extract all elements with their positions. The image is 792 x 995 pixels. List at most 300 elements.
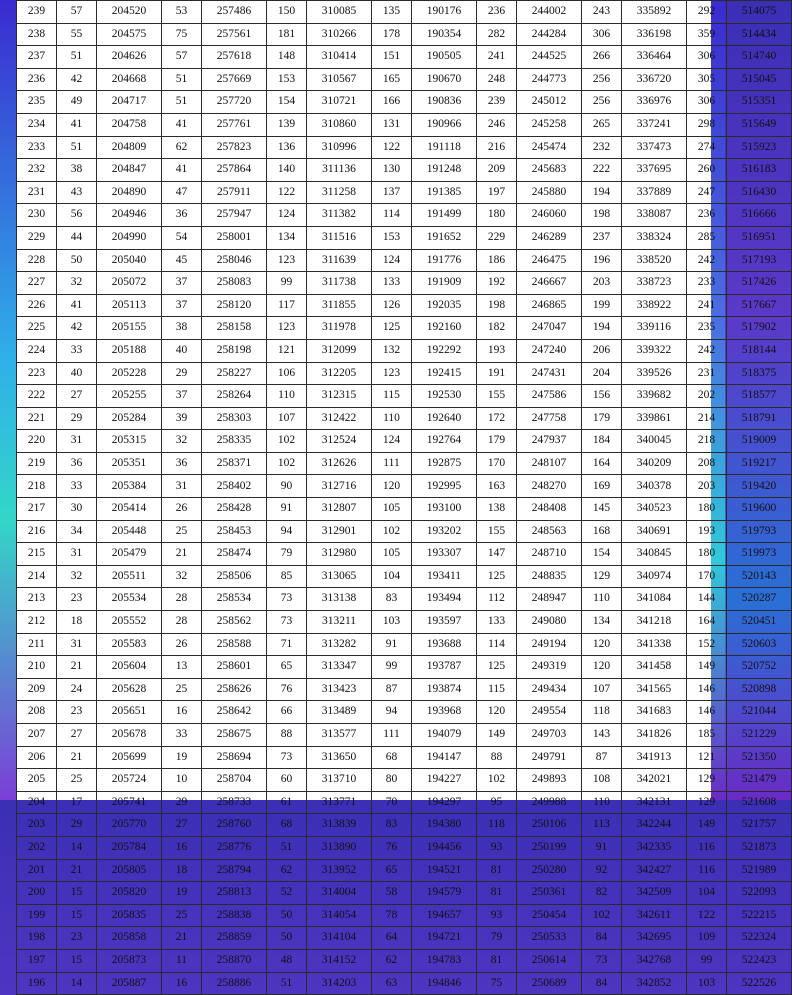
value-cell: 248408 (517, 498, 582, 521)
value-cell: 250454 (517, 904, 582, 927)
value-cell: 342611 (622, 904, 687, 927)
value-cell: 521350 (727, 746, 792, 769)
value-cell: 13 (162, 656, 202, 679)
value-cell: 14 (57, 836, 97, 859)
value-cell: 204946 (97, 204, 162, 227)
value-cell: 314054 (307, 904, 372, 927)
value-cell: 258534 (202, 588, 267, 611)
value-cell: 93 (477, 836, 517, 859)
value-cell: 312807 (307, 498, 372, 521)
value-cell: 521229 (727, 724, 792, 747)
value-cell: 258428 (202, 498, 267, 521)
value-cell: 342509 (622, 882, 687, 905)
value-cell: 250280 (517, 859, 582, 882)
value-cell: 204520 (97, 1, 162, 24)
value-cell: 339682 (622, 385, 687, 408)
value-cell: 193411 (412, 565, 477, 588)
value-cell: 151 (372, 46, 412, 69)
value-cell: 258760 (202, 814, 267, 837)
value-cell: 192160 (412, 317, 477, 340)
value-cell: 15 (57, 882, 97, 905)
value-cell: 85 (267, 565, 307, 588)
value-cell: 111 (372, 724, 412, 747)
value-cell: 57 (57, 1, 97, 24)
value-cell: 153 (372, 226, 412, 249)
value-cell: 340045 (622, 430, 687, 453)
table-row (17, 949, 792, 972)
value-cell: 205315 (97, 430, 162, 453)
value-cell: 248710 (517, 543, 582, 566)
value-cell: 37 (162, 272, 202, 295)
score-cell: 236 (17, 68, 57, 91)
value-cell: 205741 (97, 791, 162, 814)
value-cell: 76 (372, 836, 412, 859)
value-cell: 247586 (517, 385, 582, 408)
value-cell: 205284 (97, 407, 162, 430)
value-cell: 247240 (517, 339, 582, 362)
value-cell: 155 (477, 520, 517, 543)
value-cell: 76 (267, 678, 307, 701)
value-cell: 192415 (412, 362, 477, 385)
value-cell: 310721 (307, 91, 372, 114)
table-row (17, 656, 792, 679)
value-cell: 258838 (202, 904, 267, 927)
value-cell: 41 (57, 113, 97, 136)
value-cell: 205805 (97, 859, 162, 882)
score-table (16, 0, 792, 995)
score-cell: 230 (17, 204, 57, 227)
value-cell: 191909 (412, 272, 477, 295)
score-cell: 238 (17, 23, 57, 46)
value-cell: 521608 (727, 791, 792, 814)
value-cell: 152 (687, 633, 727, 656)
value-cell: 205228 (97, 362, 162, 385)
value-cell: 194227 (412, 769, 477, 792)
value-cell: 205040 (97, 249, 162, 272)
value-cell: 38 (162, 317, 202, 340)
table-row (17, 294, 792, 317)
score-cell: 224 (17, 339, 57, 362)
value-cell: 515045 (727, 68, 792, 91)
value-cell: 205770 (97, 814, 162, 837)
value-cell: 338324 (622, 226, 687, 249)
score-cell: 212 (17, 611, 57, 634)
value-cell: 124 (372, 430, 412, 453)
value-cell: 110 (582, 588, 622, 611)
value-cell: 129 (687, 791, 727, 814)
value-cell: 33 (57, 475, 97, 498)
value-cell: 122 (687, 904, 727, 927)
table-row (17, 633, 792, 656)
value-cell: 16 (162, 836, 202, 859)
value-cell: 246289 (517, 226, 582, 249)
table-row (17, 565, 792, 588)
value-cell: 191118 (412, 136, 477, 159)
value-cell: 336976 (622, 91, 687, 114)
value-cell: 258626 (202, 678, 267, 701)
value-cell: 341458 (622, 656, 687, 679)
value-cell: 192995 (412, 475, 477, 498)
value-cell: 129 (582, 565, 622, 588)
value-cell: 21 (162, 927, 202, 950)
value-cell: 193787 (412, 656, 477, 679)
value-cell: 205699 (97, 746, 162, 769)
value-cell: 190670 (412, 68, 477, 91)
value-cell: 146 (687, 678, 727, 701)
score-cell: 229 (17, 226, 57, 249)
table-row (17, 791, 792, 814)
value-cell: 339116 (622, 317, 687, 340)
value-cell: 202 (687, 385, 727, 408)
value-cell: 194783 (412, 949, 477, 972)
score-cell: 232 (17, 159, 57, 182)
table-row (17, 91, 792, 114)
value-cell: 521989 (727, 859, 792, 882)
value-cell: 163 (477, 475, 517, 498)
value-cell: 257761 (202, 113, 267, 136)
value-cell: 337695 (622, 159, 687, 182)
value-cell: 190176 (412, 1, 477, 24)
value-cell: 520143 (727, 565, 792, 588)
value-cell: 120 (582, 633, 622, 656)
value-cell: 190354 (412, 23, 477, 46)
value-cell: 185 (687, 724, 727, 747)
value-cell: 205583 (97, 633, 162, 656)
value-cell: 164 (582, 452, 622, 475)
value-cell: 205155 (97, 317, 162, 340)
value-cell: 131 (372, 113, 412, 136)
value-cell: 194147 (412, 746, 477, 769)
table-row (17, 678, 792, 701)
value-cell: 242 (687, 339, 727, 362)
value-cell: 81 (477, 882, 517, 905)
value-cell: 311516 (307, 226, 372, 249)
score-cell: 199 (17, 904, 57, 927)
value-cell: 236 (477, 1, 517, 24)
value-cell: 246865 (517, 294, 582, 317)
score-cell: 225 (17, 317, 57, 340)
value-cell: 190966 (412, 113, 477, 136)
table-row (17, 159, 792, 182)
value-cell: 517193 (727, 249, 792, 272)
value-cell: 205678 (97, 724, 162, 747)
table-row (17, 611, 792, 634)
value-cell: 341084 (622, 588, 687, 611)
value-cell: 338922 (622, 294, 687, 317)
value-cell: 82 (582, 882, 622, 905)
value-cell: 522215 (727, 904, 792, 927)
value-cell: 517426 (727, 272, 792, 295)
value-cell: 60 (267, 769, 307, 792)
value-cell: 154 (267, 91, 307, 114)
value-cell: 56 (57, 204, 97, 227)
value-cell: 204575 (97, 23, 162, 46)
value-cell: 63 (372, 972, 412, 995)
value-cell: 88 (477, 746, 517, 769)
value-cell: 102 (372, 520, 412, 543)
value-cell: 149 (687, 814, 727, 837)
value-cell: 336198 (622, 23, 687, 46)
value-cell: 143 (582, 724, 622, 747)
value-cell: 520287 (727, 588, 792, 611)
value-cell: 258562 (202, 611, 267, 634)
value-cell: 99 (372, 656, 412, 679)
value-cell: 519973 (727, 543, 792, 566)
value-cell: 190836 (412, 91, 477, 114)
value-cell: 99 (687, 949, 727, 972)
value-cell: 116 (687, 836, 727, 859)
table-row (17, 339, 792, 362)
value-cell: 205858 (97, 927, 162, 950)
value-cell: 53 (162, 1, 202, 24)
value-cell: 292 (687, 1, 727, 24)
value-cell: 341683 (622, 701, 687, 724)
value-cell: 522423 (727, 949, 792, 972)
value-cell: 21 (57, 859, 97, 882)
score-cell: 218 (17, 475, 57, 498)
value-cell: 256 (582, 91, 622, 114)
value-cell: 257561 (202, 23, 267, 46)
value-cell: 32 (162, 565, 202, 588)
value-cell: 250689 (517, 972, 582, 995)
score-cell: 210 (17, 656, 57, 679)
value-cell: 246 (477, 113, 517, 136)
table-row (17, 46, 792, 69)
value-cell: 116 (687, 859, 727, 882)
value-cell: 49 (57, 91, 97, 114)
value-cell: 518577 (727, 385, 792, 408)
value-cell: 258588 (202, 633, 267, 656)
value-cell: 522526 (727, 972, 792, 995)
value-cell: 178 (372, 23, 412, 46)
value-cell: 339322 (622, 339, 687, 362)
value-cell: 246475 (517, 249, 582, 272)
value-cell: 258694 (202, 746, 267, 769)
value-cell: 517667 (727, 294, 792, 317)
value-cell: 311258 (307, 181, 372, 204)
value-cell: 306 (687, 91, 727, 114)
value-cell: 87 (582, 746, 622, 769)
value-cell: 21 (57, 656, 97, 679)
value-cell: 83 (372, 588, 412, 611)
table-row (17, 769, 792, 792)
value-cell: 19 (162, 882, 202, 905)
table-row (17, 543, 792, 566)
score-cell: 198 (17, 927, 57, 950)
value-cell: 194380 (412, 814, 477, 837)
value-cell: 257823 (202, 136, 267, 159)
value-cell: 298 (687, 113, 727, 136)
value-cell: 205414 (97, 498, 162, 521)
value-cell: 258870 (202, 949, 267, 972)
value-cell: 184 (582, 430, 622, 453)
value-cell: 244284 (517, 23, 582, 46)
score-cell: 228 (17, 249, 57, 272)
value-cell: 39 (162, 407, 202, 430)
value-cell: 65 (267, 656, 307, 679)
value-cell: 180 (687, 498, 727, 521)
score-cell: 206 (17, 746, 57, 769)
value-cell: 274 (687, 136, 727, 159)
score-cell: 196 (17, 972, 57, 995)
table-row (17, 836, 792, 859)
value-cell: 25 (57, 769, 97, 792)
value-cell: 25 (162, 904, 202, 927)
value-cell: 36 (57, 452, 97, 475)
value-cell: 144 (687, 588, 727, 611)
value-cell: 191776 (412, 249, 477, 272)
value-cell: 110 (372, 407, 412, 430)
value-cell: 204990 (97, 226, 162, 249)
value-cell: 335892 (622, 1, 687, 24)
value-cell: 313211 (307, 611, 372, 634)
value-cell: 78 (372, 904, 412, 927)
score-cell: 205 (17, 769, 57, 792)
value-cell: 209 (477, 159, 517, 182)
value-cell: 249080 (517, 611, 582, 634)
table-row (17, 272, 792, 295)
value-cell: 205651 (97, 701, 162, 724)
value-cell: 199 (582, 294, 622, 317)
value-cell: 45 (162, 249, 202, 272)
value-cell: 73 (582, 949, 622, 972)
score-cell: 204 (17, 791, 57, 814)
value-cell: 311738 (307, 272, 372, 295)
value-cell: 204890 (97, 181, 162, 204)
value-cell: 205604 (97, 656, 162, 679)
value-cell: 192875 (412, 452, 477, 475)
value-cell: 57 (162, 46, 202, 69)
value-cell: 312315 (307, 385, 372, 408)
value-cell: 75 (162, 23, 202, 46)
value-cell: 205511 (97, 565, 162, 588)
value-cell: 247937 (517, 430, 582, 453)
score-cell: 200 (17, 882, 57, 905)
table-row (17, 23, 792, 46)
value-cell: 123 (267, 249, 307, 272)
value-cell: 338520 (622, 249, 687, 272)
value-cell: 205384 (97, 475, 162, 498)
table-row (17, 904, 792, 927)
value-cell: 114 (372, 204, 412, 227)
value-cell: 340523 (622, 498, 687, 521)
value-cell: 338087 (622, 204, 687, 227)
value-cell: 133 (477, 611, 517, 634)
value-cell: 313138 (307, 588, 372, 611)
value-cell: 105 (372, 498, 412, 521)
value-cell: 515351 (727, 91, 792, 114)
score-cell: 237 (17, 46, 57, 69)
value-cell: 23 (57, 588, 97, 611)
value-cell: 48 (267, 949, 307, 972)
value-cell: 130 (372, 159, 412, 182)
value-cell: 314004 (307, 882, 372, 905)
value-cell: 340974 (622, 565, 687, 588)
score-cell: 208 (17, 701, 57, 724)
value-cell: 61 (267, 791, 307, 814)
value-cell: 313771 (307, 791, 372, 814)
value-cell: 147 (477, 543, 517, 566)
value-cell: 179 (582, 407, 622, 430)
value-cell: 518791 (727, 407, 792, 430)
value-cell: 36 (162, 204, 202, 227)
score-cell: 234 (17, 113, 57, 136)
table-row (17, 362, 792, 385)
value-cell: 204809 (97, 136, 162, 159)
value-cell: 125 (477, 565, 517, 588)
value-cell: 34 (57, 520, 97, 543)
table-row (17, 498, 792, 521)
value-cell: 79 (267, 543, 307, 566)
value-cell: 314104 (307, 927, 372, 950)
value-cell: 191385 (412, 181, 477, 204)
value-cell: 124 (372, 249, 412, 272)
value-cell: 205552 (97, 611, 162, 634)
value-cell: 247758 (517, 407, 582, 430)
value-cell: 29 (57, 407, 97, 430)
value-cell: 257720 (202, 91, 267, 114)
value-cell: 258453 (202, 520, 267, 543)
value-cell: 257669 (202, 68, 267, 91)
value-cell: 136 (267, 136, 307, 159)
value-cell: 194657 (412, 904, 477, 927)
value-cell: 111 (372, 452, 412, 475)
value-cell: 208 (687, 452, 727, 475)
value-cell: 73 (267, 746, 307, 769)
value-cell: 186 (477, 249, 517, 272)
value-cell: 40 (57, 362, 97, 385)
value-cell: 134 (267, 226, 307, 249)
value-cell: 312099 (307, 339, 372, 362)
value-cell: 241 (687, 294, 727, 317)
value-cell: 31 (57, 633, 97, 656)
value-cell: 29 (162, 791, 202, 814)
value-cell: 249988 (517, 791, 582, 814)
value-cell: 235 (687, 317, 727, 340)
score-cell: 217 (17, 498, 57, 521)
value-cell: 306 (582, 23, 622, 46)
value-cell: 84 (582, 972, 622, 995)
value-cell: 193494 (412, 588, 477, 611)
value-cell: 258083 (202, 272, 267, 295)
value-cell: 258776 (202, 836, 267, 859)
value-cell: 37 (162, 294, 202, 317)
value-cell: 249434 (517, 678, 582, 701)
value-cell: 124 (267, 204, 307, 227)
value-cell: 313423 (307, 678, 372, 701)
value-cell: 205534 (97, 588, 162, 611)
value-cell: 244002 (517, 1, 582, 24)
score-cell: 221 (17, 407, 57, 430)
table-row (17, 927, 792, 950)
value-cell: 248947 (517, 588, 582, 611)
value-cell: 107 (267, 407, 307, 430)
value-cell: 135 (372, 1, 412, 24)
value-cell: 248835 (517, 565, 582, 588)
value-cell: 342768 (622, 949, 687, 972)
value-cell: 519600 (727, 498, 792, 521)
value-cell: 27 (57, 385, 97, 408)
value-cell: 342852 (622, 972, 687, 995)
value-cell: 15 (57, 949, 97, 972)
value-cell: 120 (582, 656, 622, 679)
value-cell: 66 (267, 701, 307, 724)
value-cell: 182 (477, 317, 517, 340)
value-cell: 204626 (97, 46, 162, 69)
value-cell: 258303 (202, 407, 267, 430)
value-cell: 29 (57, 814, 97, 837)
value-cell: 25 (162, 678, 202, 701)
